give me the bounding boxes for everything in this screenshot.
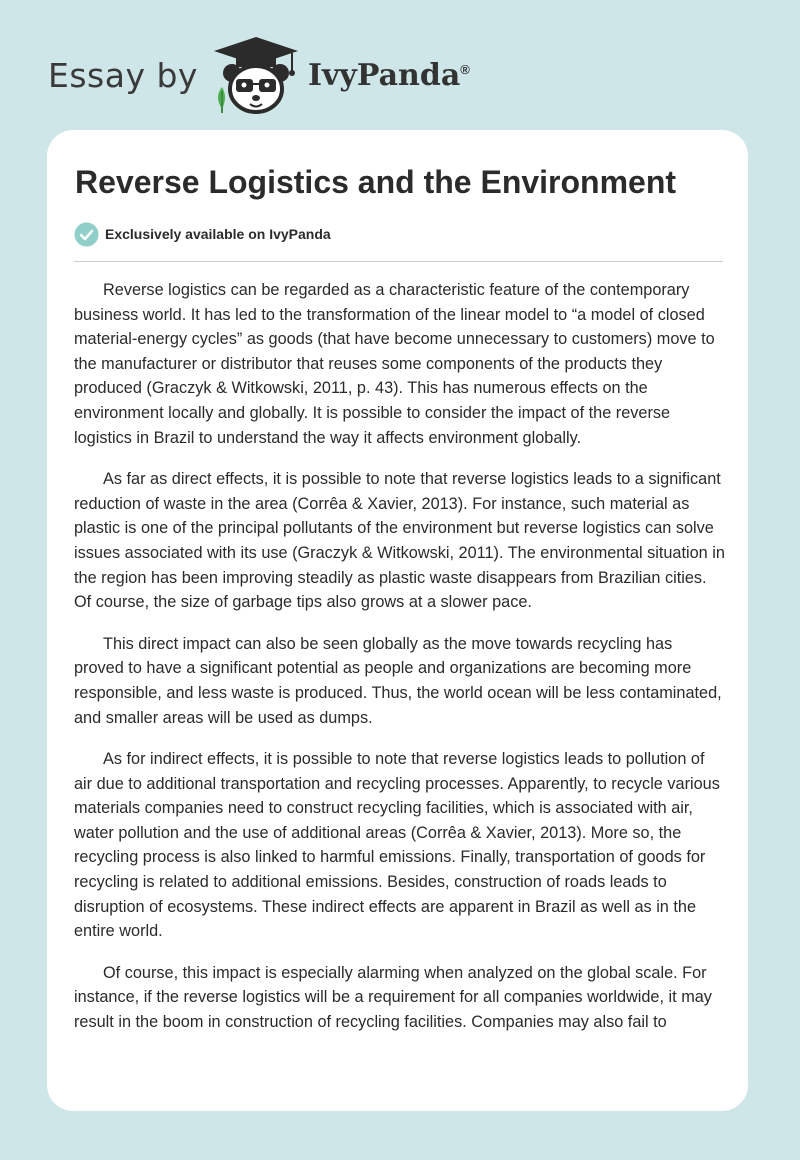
paragraph: Reverse logistics can be regarded as a characteristic feature of the contemporary business world. It has led to the transformation of the linear model to “a model of closed material-energy cycles” as goods (that have become unnecessary to customers) move to the manufacturer or distributor that reuses some components of the products they produced (Graczyk & Witkowski, 2011, p. 43). This has numerous effects on the environment locally and globally. It is possible to consider the impact of the reverse logistics in Brazil to understand the way it affects environment globally. <box>74 281 715 447</box>
site-header <box>48 30 508 120</box>
paragraph: As far as direct effects, it is possible to note that reverse logistics leads to a significant reduction of waste in the area (Corrêa & Xavier, 2013). For instance, such material as plastic is one of the principal pollutants of the environment but reverse logistics can solve issues associated with its use (Graczyk & Witkowski, 2011). The environmental situation in the region has been improving steadily as plastic waste disappears from Brazilian cities. Of course, the size of garbage tips also grows at a slower pace. <box>74 470 725 612</box>
title-divider <box>74 261 723 262</box>
paragraph: This direct impact can also be seen globally as the move towards recycling has proved to have a significant potential as people and organizations are becoming more responsible, and less waste is produced. Thus, the world ocean will be less contaminated, and smaller areas will be used as dumps. <box>74 634 722 727</box>
trademark-symbol: ® <box>460 61 470 77</box>
panda-logo-icon[interactable] <box>212 35 300 115</box>
brand-name[interactable]: IvyPanda® <box>307 57 470 93</box>
exclusive-badge <box>74 221 331 247</box>
exclusive-badge-label: Exclusively available on IvyPanda <box>105 226 331 242</box>
paragraph: Of course, this impact is especially alarming when analyzed on the global scale. For instance, if the reverse logistics will be a requirement for all companies worldwide, it may result in the boom in construction of recycling facilities. Companies may also fail to <box>74 963 712 1032</box>
page-title: Reverse Logistics and the Environment <box>75 164 677 200</box>
essay-by-label: Essay by <box>48 55 198 95</box>
paragraph: As for indirect effects, it is possible to note that reverse logistics leads to pollution of air due to additional transportation and recycling processes. Apparently, to recycle various materials companies need to construct recycling facilities, which is associated with air, water pollution and the use of additional areas (Corrêa & Xavier, 2013). More so, the recycling process is also linked to harmful emissions. Finally, transportation of goods for recycling is related to additional emissions. Besides, construction of roads leads to disruption of ecosystems. These indirect effects are apparent in Brazil as well as in the entire world. <box>74 750 720 941</box>
essay-card <box>47 130 748 1111</box>
check-circle-icon <box>74 222 99 247</box>
essay-body <box>74 278 726 1052</box>
